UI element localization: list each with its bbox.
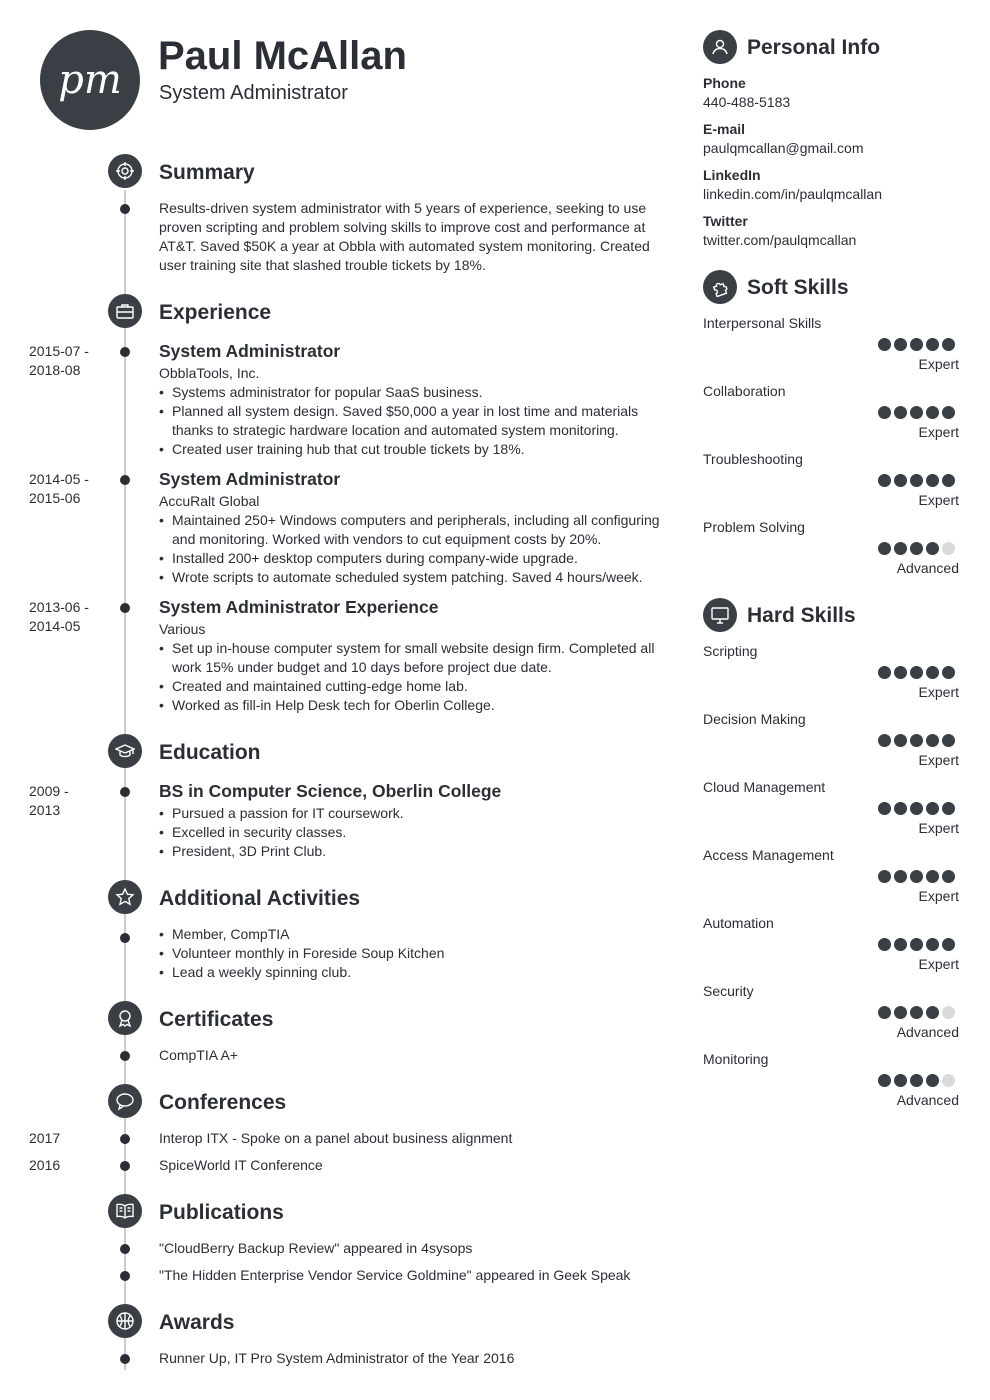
job-1-company: ObblaTools, Inc. (159, 365, 260, 381)
summary-text: Results-driven system administrator with 5 years of experience, seeking to use proven scripting and problem solving skills to improve cost and performance at AT&T. Saved $50K a year at Obbla with automated system monitoring. Created user training site that slashed trouble tickets by 18%. (159, 200, 650, 273)
rating-dot (894, 938, 907, 951)
rating-dot (894, 338, 907, 351)
skill-level: Expert (918, 424, 959, 440)
skill-rating (878, 338, 955, 351)
skill-name: Decision Making (703, 711, 806, 727)
conference-2-date: 2016 (29, 1157, 61, 1173)
graduation-cap-icon (108, 734, 142, 768)
rating-dot (910, 338, 923, 351)
job-2-date: 2014-05 - 2015-06 (29, 471, 89, 506)
hard-skills-title: Hard Skills (747, 604, 856, 627)
twitter-label: Twitter (703, 213, 748, 229)
rating-dot (942, 938, 955, 951)
open-book-icon (108, 1194, 142, 1228)
skill-rating (878, 406, 955, 419)
rating-dot (926, 338, 939, 351)
rating-dot (926, 938, 939, 951)
job-1-date: 2015-07 - 2018-08 (29, 343, 89, 378)
rating-dot (910, 870, 923, 883)
speech-bubble-icon (108, 1084, 142, 1118)
skill-name: Scripting (703, 643, 758, 659)
rating-dot (894, 406, 907, 419)
education-title: Education (159, 741, 261, 764)
skill-level: Expert (918, 356, 959, 372)
skill-level: Advanced (896, 1024, 959, 1040)
list-item: • Systems administrator for popular SaaS business. (159, 383, 669, 402)
candidate-name: Paul McAllan (158, 34, 407, 78)
education-bullets (159, 804, 669, 861)
activities-title: Additional Activities (159, 887, 361, 910)
linkedin-label: LinkedIn (703, 167, 761, 183)
list-item: • Lead a weekly spinning club. (159, 963, 669, 982)
rating-dot (942, 666, 955, 679)
list-item: • Excelled in security classes. (159, 823, 669, 842)
job-3-date: 2013-06 - 2014-05 (29, 599, 89, 634)
monitor-icon (703, 598, 737, 632)
list-item: • Volunteer monthly in Foreside Soup Kitchen (159, 944, 669, 963)
phone-label: Phone (703, 75, 746, 91)
timeline-dot (120, 787, 130, 797)
education-date: 2009 - 2013 (29, 783, 69, 818)
rating-dot (878, 938, 891, 951)
rating-dot (926, 666, 939, 679)
rating-dot (878, 734, 891, 747)
job-2-company: AccuRalt Global (159, 493, 260, 509)
rating-dot (942, 338, 955, 351)
candidate-title: System Administrator (159, 82, 348, 104)
rating-dot (910, 474, 923, 487)
rating-dot (942, 474, 955, 487)
job-3-company: Various (159, 621, 206, 637)
rating-dot (894, 802, 907, 815)
skill-level: Expert (918, 492, 959, 508)
skill-name: Access Management (703, 847, 834, 863)
rating-dot (926, 474, 939, 487)
avatar-initials: pm (58, 57, 122, 103)
rating-dot (942, 542, 955, 555)
timeline-dot (120, 603, 130, 613)
rating-dot (926, 870, 939, 883)
rating-dot (942, 734, 955, 747)
timeline-dot (120, 347, 130, 357)
briefcase-icon (108, 294, 142, 328)
timeline-dot (120, 1051, 130, 1061)
skill-level: Expert (918, 684, 959, 700)
rating-dot (878, 542, 891, 555)
rating-dot (910, 1074, 923, 1087)
job-1-title: System Administrator (159, 341, 341, 361)
skill-rating (878, 938, 955, 951)
list-item: • Maintained 250+ Windows computers and peripherals, including all configuring and monitoring. Worked with vendors to cut equipment costs by 20%. (159, 511, 669, 549)
timeline-dot (120, 475, 130, 485)
skill-rating (878, 1006, 955, 1019)
skill-level: Expert (918, 752, 959, 768)
skill-name: Troubleshooting (703, 451, 803, 467)
publication-2: "The Hidden Enterprise Vendor Service Goldmine" appeared in Geek Speak (159, 1267, 631, 1283)
rating-dot (926, 802, 939, 815)
skill-rating (878, 734, 955, 747)
rating-dot (910, 1006, 923, 1019)
rating-dot (942, 1074, 955, 1087)
skill-name: Collaboration (703, 383, 786, 399)
rating-dot (910, 802, 923, 815)
job-1-bullets (159, 383, 669, 459)
conference-1-date: 2017 (29, 1130, 61, 1146)
rating-dot (910, 666, 923, 679)
skill-rating (878, 1074, 955, 1087)
rating-dot (878, 1006, 891, 1019)
timeline-dot (120, 933, 130, 943)
education-degree: BS in Computer Science, Oberlin College (159, 781, 502, 801)
avatar (40, 30, 140, 130)
rating-dot (894, 870, 907, 883)
rating-dot (910, 406, 923, 419)
rating-dot (878, 474, 891, 487)
list-item: • Wrote scripts to automate scheduled system patching. Saved 4 hours/week. (159, 568, 669, 587)
list-item: • Installed 200+ desktop computers during company-wide upgrade. (159, 549, 669, 568)
skill-level: Advanced (896, 560, 959, 576)
timeline-dot (120, 204, 130, 214)
rating-dot (942, 870, 955, 883)
timeline-dot (120, 1134, 130, 1144)
rating-dot (894, 666, 907, 679)
list-item: • Member, CompTIA (159, 925, 669, 944)
rating-dot (894, 1074, 907, 1087)
skill-name: Security (703, 983, 754, 999)
awards-title: Awards (159, 1311, 235, 1334)
list-item: • Planned all system design. Saved $50,000 a year in lost time and materials thanks to strategic hardware location and automated system monitoring. (159, 402, 669, 440)
twitter-value: twitter.com/paulqmcallan (703, 232, 857, 248)
basketball-icon (108, 1304, 142, 1338)
rating-dot (894, 1006, 907, 1019)
personal-info-title: Personal Info (747, 36, 881, 59)
rating-dot (926, 1006, 939, 1019)
star-icon (108, 880, 142, 914)
skill-rating (878, 802, 955, 815)
certificate-item: CompTIA A+ (159, 1047, 238, 1063)
job-2-bullets (159, 511, 669, 587)
user-icon (703, 30, 737, 64)
conferences-title: Conferences (159, 1091, 287, 1114)
skill-level: Advanced (896, 1092, 959, 1108)
list-item: • Pursued a passion for IT coursework. (159, 804, 669, 823)
skill-rating (878, 870, 955, 883)
job-2-title: System Administrator (159, 469, 341, 489)
soft-skills-title: Soft Skills (747, 276, 849, 299)
rating-dot (878, 338, 891, 351)
rating-dot (910, 734, 923, 747)
certificates-title: Certificates (159, 1008, 274, 1031)
rating-dot (926, 734, 939, 747)
skill-rating (878, 666, 955, 679)
rating-dot (894, 542, 907, 555)
skill-name: Interpersonal Skills (703, 315, 822, 331)
skill-level: Expert (918, 888, 959, 904)
award-ribbon-icon (108, 1001, 142, 1035)
puzzle-icon (703, 270, 737, 304)
email-value: paulqmcallan@gmail.com (703, 140, 864, 156)
timeline-dot (120, 1161, 130, 1171)
email-label: E-mail (703, 121, 746, 137)
rating-dot (926, 1074, 939, 1087)
skill-name: Automation (703, 915, 774, 931)
conference-2-text: SpiceWorld IT Conference (159, 1157, 323, 1173)
timeline-line (124, 190, 126, 1370)
job-3-title: System Administrator Experience (159, 597, 439, 617)
list-item: • President, 3D Print Club. (159, 842, 669, 861)
skill-name: Monitoring (703, 1051, 769, 1067)
rating-dot (926, 542, 939, 555)
list-item: • Set up in-house computer system for small website design firm. Completed all work 15% under budget and 10 days before project due date. (159, 639, 669, 677)
phone-value: 440-488-5183 (703, 94, 791, 110)
summary-title: Summary (159, 161, 255, 184)
rating-dot (942, 802, 955, 815)
rating-dot (894, 474, 907, 487)
experience-title: Experience (159, 301, 272, 324)
rating-dot (910, 938, 923, 951)
rating-dot (878, 666, 891, 679)
skill-rating (878, 542, 955, 555)
skill-level: Expert (918, 820, 959, 836)
rating-dot (878, 1074, 891, 1087)
skill-rating (878, 474, 955, 487)
rating-dot (910, 542, 923, 555)
target-icon (108, 154, 142, 188)
rating-dot (942, 1006, 955, 1019)
skill-level: Expert (918, 956, 959, 972)
award-1: Runner Up, IT Pro System Administrator of the Year 2016 (159, 1350, 515, 1366)
linkedin-value: linkedin.com/in/paulqmcallan (703, 186, 882, 202)
publications-title: Publications (159, 1201, 284, 1224)
rating-dot (942, 406, 955, 419)
conference-1-text: Interop ITX - Spoke on a panel about business alignment (159, 1130, 513, 1146)
skill-name: Problem Solving (703, 519, 805, 535)
list-item: • Created user training hub that cut trouble tickets by 18%. (159, 440, 669, 459)
job-3-bullets (159, 639, 669, 715)
rating-dot (878, 406, 891, 419)
list-item: • Created and maintained cutting-edge home lab. (159, 677, 669, 696)
rating-dot (894, 734, 907, 747)
rating-dot (878, 870, 891, 883)
rating-dot (926, 406, 939, 419)
publication-1: "CloudBerry Backup Review" appeared in 4sysops (159, 1240, 473, 1256)
timeline-dot (120, 1271, 130, 1281)
timeline-dot (120, 1354, 130, 1364)
activities-bullets (159, 925, 669, 982)
rating-dot (878, 802, 891, 815)
skill-name: Cloud Management (703, 779, 826, 795)
list-item: • Worked as fill-in Help Desk tech for Oberlin College. (159, 696, 669, 715)
timeline-dot (120, 1244, 130, 1254)
